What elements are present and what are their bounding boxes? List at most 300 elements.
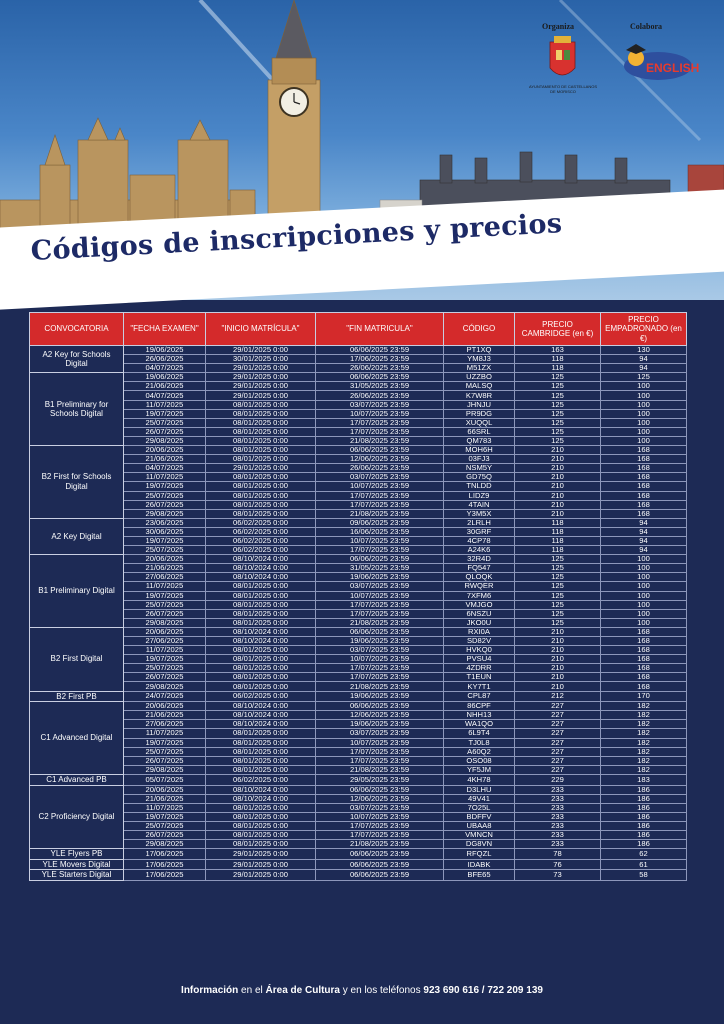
code-cell: TNLDD [444,482,515,491]
end-date-cell: 06/06/2025 23:59 [316,346,444,355]
exam-group-name: B2 First PB [30,691,124,702]
table-row [30,729,687,738]
end-date-cell: 17/07/2025 23:59 [316,427,444,436]
resident-price-cell: 168 [601,637,687,646]
cambridge-price-cell: 125 [515,382,601,391]
resident-price-cell: 182 [601,702,687,711]
code-cell: KY7T1 [444,682,515,691]
code-cell: 49V41 [444,794,515,803]
exam-group-name: C1 Advanced Digital [30,702,124,775]
resident-price-cell: 168 [601,491,687,500]
resident-price-cell: 168 [601,500,687,509]
exam-group-name: A2 Key for Schools Digital [30,346,124,373]
code-cell: JKO0U [444,618,515,627]
start-date-cell: 08/10/2024 0:00 [206,627,316,636]
resident-price-cell: 100 [601,409,687,418]
exam-date-cell: 11/07/2025 [124,400,206,409]
start-date-cell: 08/01/2025 0:00 [206,455,316,464]
exam-date-cell: 25/07/2025 [124,747,206,756]
code-cell: 86CPF [444,702,515,711]
table-row [30,509,687,518]
table-row [30,582,687,591]
start-date-cell: 08/01/2025 0:00 [206,738,316,747]
exam-date-cell: 26/07/2025 [124,609,206,618]
code-cell: 4ZDRR [444,664,515,673]
cambridge-price-cell: 73 [515,870,601,881]
resident-price-cell: 100 [601,582,687,591]
end-date-cell: 17/07/2025 23:59 [316,747,444,756]
end-date-cell: 31/05/2025 23:59 [316,564,444,573]
resident-price-cell: 125 [601,373,687,382]
exam-date-cell: 04/07/2025 [124,391,206,400]
exam-date-cell: 19/07/2025 [124,738,206,747]
end-date-cell: 09/06/2025 23:59 [316,518,444,527]
end-date-cell: 26/06/2025 23:59 [316,464,444,473]
resident-price-cell: 168 [601,646,687,655]
code-cell: RFQZL [444,849,515,860]
english-academy-logo [624,44,699,80]
cambridge-price-cell: 233 [515,803,601,812]
table-header-row [30,313,687,346]
exam-date-cell: 26/06/2025 [124,355,206,364]
col-header-precio-empadronado: PRECIO EMPADRONADO (en €) [601,313,687,346]
start-date-cell: 08/01/2025 0:00 [206,646,316,655]
cambridge-price-cell: 125 [515,418,601,427]
end-date-cell: 03/07/2025 23:59 [316,729,444,738]
start-date-cell: 08/01/2025 0:00 [206,409,316,418]
end-date-cell: 17/07/2025 23:59 [316,600,444,609]
table-row [30,591,687,600]
cambridge-price-cell: 163 [515,346,601,355]
start-date-cell: 08/01/2025 0:00 [206,765,316,774]
start-date-cell: 06/02/2025 0:00 [206,546,316,555]
cambridge-price-cell: 227 [515,729,601,738]
cambridge-price-cell: 212 [515,691,601,702]
start-date-cell: 08/01/2025 0:00 [206,747,316,756]
resident-price-cell: 170 [601,691,687,702]
start-date-cell: 08/10/2024 0:00 [206,794,316,803]
end-date-cell: 26/06/2025 23:59 [316,391,444,400]
exam-date-cell: 30/06/2025 [124,527,206,536]
exam-date-cell: 17/06/2025 [124,870,206,881]
code-cell: DG8VN [444,840,515,849]
start-date-cell: 08/01/2025 0:00 [206,418,316,427]
cambridge-price-cell: 210 [515,473,601,482]
cambridge-price-cell: 210 [515,455,601,464]
cambridge-price-cell: 233 [515,830,601,839]
code-cell: 03FJ3 [444,455,515,464]
start-date-cell: 08/01/2025 0:00 [206,482,316,491]
table-row [30,794,687,803]
resident-price-cell: 94 [601,518,687,527]
code-cell: Y3M5X [444,509,515,518]
start-date-cell: 29/01/2025 0:00 [206,382,316,391]
exam-date-cell: 25/07/2025 [124,491,206,500]
cambridge-price-cell: 233 [515,785,601,794]
start-date-cell: 08/01/2025 0:00 [206,618,316,627]
code-cell: NSM5Y [444,464,515,473]
cambridge-price-cell: 227 [515,756,601,765]
english-logo-text: ENGLISH [646,61,700,75]
cambridge-price-cell: 78 [515,849,601,860]
code-cell: RXI0A [444,627,515,636]
end-date-cell: 19/06/2025 23:59 [316,637,444,646]
end-date-cell: 06/06/2025 23:59 [316,446,444,455]
code-cell: K7W8R [444,391,515,400]
start-date-cell: 08/10/2024 0:00 [206,785,316,794]
start-date-cell: 08/01/2025 0:00 [206,427,316,436]
table-row [30,747,687,756]
end-date-cell: 17/07/2025 23:59 [316,830,444,839]
cambridge-price-cell: 210 [515,664,601,673]
resident-price-cell: 130 [601,346,687,355]
table-row [30,518,687,527]
resident-price-cell: 62 [601,849,687,860]
exam-date-cell: 20/06/2025 [124,446,206,455]
code-cell: FQ547 [444,564,515,573]
resident-price-cell: 100 [601,391,687,400]
cambridge-price-cell: 125 [515,373,601,382]
code-cell: WA1QO [444,720,515,729]
resident-price-cell: 186 [601,812,687,821]
exam-date-cell: 20/06/2025 [124,627,206,636]
table-row [30,609,687,618]
cambridge-price-cell: 210 [515,646,601,655]
end-date-cell: 19/06/2025 23:59 [316,720,444,729]
start-date-cell: 08/01/2025 0:00 [206,509,316,518]
exam-group-name: C2 Proficiency Digital [30,785,124,849]
cambridge-price-cell: 118 [515,355,601,364]
exam-date-cell: 27/06/2025 [124,637,206,646]
resident-price-cell: 182 [601,711,687,720]
col-header-convocatoria: CONVOCATORIA [30,313,124,346]
code-cell: PR9DG [444,409,515,418]
resident-price-cell: 182 [601,756,687,765]
code-cell: 6L9T4 [444,729,515,738]
start-date-cell: 08/01/2025 0:00 [206,491,316,500]
cambridge-price-cell: 118 [515,518,601,527]
exam-date-cell: 25/07/2025 [124,600,206,609]
start-date-cell: 08/10/2024 0:00 [206,637,316,646]
end-date-cell: 12/06/2025 23:59 [316,794,444,803]
end-date-cell: 12/06/2025 23:59 [316,455,444,464]
exam-date-cell: 29/08/2025 [124,509,206,518]
cambridge-price-cell: 118 [515,546,601,555]
footer-info [0,985,724,996]
table-row [30,600,687,609]
code-cell: YM8J3 [444,355,515,364]
exam-group-name: B1 Preliminary Digital [30,555,124,628]
end-date-cell: 19/06/2025 23:59 [316,573,444,582]
resident-price-cell: 100 [601,573,687,582]
resident-price-cell: 168 [601,509,687,518]
start-date-cell: 29/01/2025 0:00 [206,464,316,473]
end-date-cell: 19/06/2025 23:59 [316,691,444,702]
table-row [30,765,687,774]
code-cell: PT1XQ [444,346,515,355]
exam-date-cell: 29/08/2025 [124,436,206,445]
start-date-cell: 08/10/2024 0:00 [206,702,316,711]
cambridge-price-cell: 125 [515,564,601,573]
resident-price-cell: 186 [601,830,687,839]
code-cell: 30GRF [444,527,515,536]
end-date-cell: 17/07/2025 23:59 [316,418,444,427]
resident-price-cell: 100 [601,591,687,600]
end-date-cell: 03/07/2025 23:59 [316,473,444,482]
end-date-cell: 06/06/2025 23:59 [316,859,444,870]
resident-price-cell: 100 [601,418,687,427]
start-date-cell: 08/10/2024 0:00 [206,720,316,729]
exam-date-cell: 20/06/2025 [124,785,206,794]
start-date-cell: 08/01/2025 0:00 [206,473,316,482]
table-row [30,391,687,400]
resident-price-cell: 168 [601,664,687,673]
exam-date-cell: 11/07/2025 [124,473,206,482]
code-cell: 7O25L [444,803,515,812]
cambridge-price-cell: 118 [515,536,601,545]
end-date-cell: 17/06/2025 23:59 [316,355,444,364]
resident-price-cell: 61 [601,859,687,870]
end-date-cell: 17/07/2025 23:59 [316,664,444,673]
start-date-cell: 08/01/2025 0:00 [206,812,316,821]
cambridge-price-cell: 125 [515,600,601,609]
resident-price-cell: 100 [601,564,687,573]
exam-date-cell: 25/07/2025 [124,418,206,427]
code-cell: BFE65 [444,870,515,881]
colabora-label: Colabora [630,22,662,31]
code-cell: RWQER [444,582,515,591]
footer-phones: 923 690 616 / 722 209 139 [423,985,543,996]
code-cell: VMJGO [444,600,515,609]
cambridge-price-cell: 233 [515,794,601,803]
resident-price-cell: 100 [601,600,687,609]
exam-date-cell: 19/06/2025 [124,373,206,382]
exam-date-cell: 26/07/2025 [124,830,206,839]
cambridge-price-cell: 210 [515,491,601,500]
code-cell: UBAA8 [444,821,515,830]
code-cell: A24K6 [444,546,515,555]
exam-date-cell: 25/07/2025 [124,821,206,830]
cambridge-price-cell: 125 [515,400,601,409]
start-date-cell: 06/02/2025 0:00 [206,536,316,545]
cambridge-price-cell: 118 [515,527,601,536]
exam-date-cell: 29/08/2025 [124,765,206,774]
end-date-cell: 03/07/2025 23:59 [316,582,444,591]
code-cell: M51ZX [444,364,515,373]
exam-date-cell: 11/07/2025 [124,646,206,655]
prices-table-container [29,312,686,881]
start-date-cell: 29/01/2025 0:00 [206,346,316,355]
table-row [30,803,687,812]
exam-date-cell: 20/06/2025 [124,555,206,564]
start-date-cell: 08/01/2025 0:00 [206,840,316,849]
cambridge-price-cell: 229 [515,774,601,785]
resident-price-cell: 186 [601,785,687,794]
end-date-cell: 06/06/2025 23:59 [316,870,444,881]
start-date-cell: 08/01/2025 0:00 [206,682,316,691]
table-row [30,500,687,509]
start-date-cell: 29/01/2025 0:00 [206,870,316,881]
start-date-cell: 30/01/2025 0:00 [206,355,316,364]
start-date-cell: 08/01/2025 0:00 [206,500,316,509]
resident-price-cell: 58 [601,870,687,881]
exam-date-cell: 17/06/2025 [124,849,206,860]
table-row [30,870,687,881]
exam-date-cell: 04/07/2025 [124,464,206,473]
cambridge-price-cell: 233 [515,821,601,830]
start-date-cell: 08/01/2025 0:00 [206,609,316,618]
cambridge-price-cell: 210 [515,500,601,509]
start-date-cell: 08/01/2025 0:00 [206,600,316,609]
end-date-cell: 21/08/2025 23:59 [316,436,444,445]
end-date-cell: 03/07/2025 23:59 [316,646,444,655]
exam-date-cell: 23/06/2025 [124,518,206,527]
table-row [30,785,687,794]
cambridge-price-cell: 118 [515,364,601,373]
start-date-cell: 08/01/2025 0:00 [206,803,316,812]
resident-price-cell: 94 [601,355,687,364]
cambridge-price-cell: 227 [515,711,601,720]
code-cell: IDABK [444,859,515,870]
code-cell: QM783 [444,436,515,445]
table-row [30,691,687,702]
table-row [30,400,687,409]
cambridge-price-cell: 125 [515,609,601,618]
exam-group-name: B2 First Digital [30,627,124,691]
code-cell: 4TAIN [444,500,515,509]
resident-price-cell: 186 [601,794,687,803]
exam-date-cell: 25/07/2025 [124,664,206,673]
code-cell: MALSQ [444,382,515,391]
table-row [30,774,687,785]
col-header-fin-matricula: "FIN MATRICULA" [316,313,444,346]
registration-codes-table [29,312,687,881]
code-cell: CPL87 [444,691,515,702]
exam-group-name: C1 Advanced PB [30,774,124,785]
table-body [30,346,687,881]
start-date-cell: 08/10/2024 0:00 [206,573,316,582]
code-cell: LIDZ9 [444,491,515,500]
code-cell: A60Q2 [444,747,515,756]
end-date-cell: 10/07/2025 23:59 [316,536,444,545]
end-date-cell: 03/07/2025 23:59 [316,803,444,812]
table-row [30,812,687,821]
code-cell: 2LRLH [444,518,515,527]
resident-price-cell: 94 [601,364,687,373]
cambridge-price-cell: 125 [515,427,601,436]
exam-group-name: YLE Movers Digital [30,859,124,870]
cambridge-price-cell: 125 [515,555,601,564]
resident-price-cell: 168 [601,464,687,473]
end-date-cell: 17/07/2025 23:59 [316,546,444,555]
cambridge-price-cell: 76 [515,859,601,870]
start-date-cell: 29/01/2025 0:00 [206,373,316,382]
end-date-cell: 12/06/2025 23:59 [316,711,444,720]
start-date-cell: 08/01/2025 0:00 [206,830,316,839]
cambridge-price-cell: 227 [515,738,601,747]
end-date-cell: 10/07/2025 23:59 [316,655,444,664]
end-date-cell: 31/05/2025 23:59 [316,382,444,391]
exam-date-cell: 26/07/2025 [124,673,206,682]
cambridge-price-cell: 125 [515,409,601,418]
end-date-cell: 06/06/2025 23:59 [316,849,444,860]
code-cell: JHNJU [444,400,515,409]
organiza-label: Organiza [542,22,574,31]
col-header-inicio-matricula: "INICIO MATRÍCULA" [206,313,316,346]
code-cell: YF5JM [444,765,515,774]
start-date-cell: 08/01/2025 0:00 [206,664,316,673]
table-row [30,738,687,747]
table-row [30,409,687,418]
end-date-cell: 10/07/2025 23:59 [316,591,444,600]
end-date-cell: 21/08/2025 23:59 [316,840,444,849]
resident-price-cell: 182 [601,720,687,729]
code-cell: OSO08 [444,756,515,765]
code-cell: XUQQL [444,418,515,427]
end-date-cell: 17/07/2025 23:59 [316,756,444,765]
cambridge-price-cell: 210 [515,682,601,691]
page-title: Códigos de inscripciones y precios [30,208,563,267]
footer-info-label: Información [181,985,239,996]
code-cell: MOH6H [444,446,515,455]
start-date-cell: 08/01/2025 0:00 [206,446,316,455]
code-cell: BDFFV [444,812,515,821]
end-date-cell: 06/06/2025 23:59 [316,627,444,636]
exam-group-name: YLE Flyers PB [30,849,124,860]
cambridge-price-cell: 233 [515,812,601,821]
start-date-cell: 08/10/2024 0:00 [206,564,316,573]
table-row [30,756,687,765]
code-cell: QLOQK [444,573,515,582]
exam-date-cell: 04/07/2025 [124,364,206,373]
start-date-cell: 06/02/2025 0:00 [206,774,316,785]
start-date-cell: 29/01/2025 0:00 [206,849,316,860]
code-cell: HVKQ0 [444,646,515,655]
exam-group-name: B1 Preliminary for Schools Digital [30,373,124,446]
exam-date-cell: 26/07/2025 [124,756,206,765]
col-header-fecha-examen: "FECHA EXAMEN" [124,313,206,346]
resident-price-cell: 168 [601,473,687,482]
table-row [30,673,687,682]
start-date-cell: 08/10/2024 0:00 [206,555,316,564]
start-date-cell: 08/01/2025 0:00 [206,821,316,830]
exam-date-cell: 19/06/2025 [124,346,206,355]
exam-date-cell: 19/07/2025 [124,536,206,545]
start-date-cell: 08/01/2025 0:00 [206,400,316,409]
start-date-cell: 08/01/2025 0:00 [206,436,316,445]
end-date-cell: 10/07/2025 23:59 [316,482,444,491]
table-row [30,849,687,860]
organiza-logo-caption: AYUNTAMIENTO DE CASTELLANOS DE MORISCO [528,84,597,94]
exam-date-cell: 21/06/2025 [124,382,206,391]
exam-date-cell: 29/08/2025 [124,618,206,627]
footer-text-1: en el [238,985,266,996]
start-date-cell: 08/10/2024 0:00 [206,711,316,720]
table-row [30,382,687,391]
start-date-cell: 29/01/2025 0:00 [206,391,316,400]
cambridge-price-cell: 233 [515,840,601,849]
end-date-cell: 26/06/2025 23:59 [316,364,444,373]
resident-price-cell: 186 [601,840,687,849]
start-date-cell: 08/01/2025 0:00 [206,655,316,664]
end-date-cell: 10/07/2025 23:59 [316,409,444,418]
code-cell: UZZBO [444,373,515,382]
exam-date-cell: 21/06/2025 [124,794,206,803]
exam-date-cell: 19/07/2025 [124,482,206,491]
exam-date-cell: 19/07/2025 [124,409,206,418]
start-date-cell: 08/01/2025 0:00 [206,729,316,738]
exam-date-cell: 24/07/2025 [124,691,206,702]
